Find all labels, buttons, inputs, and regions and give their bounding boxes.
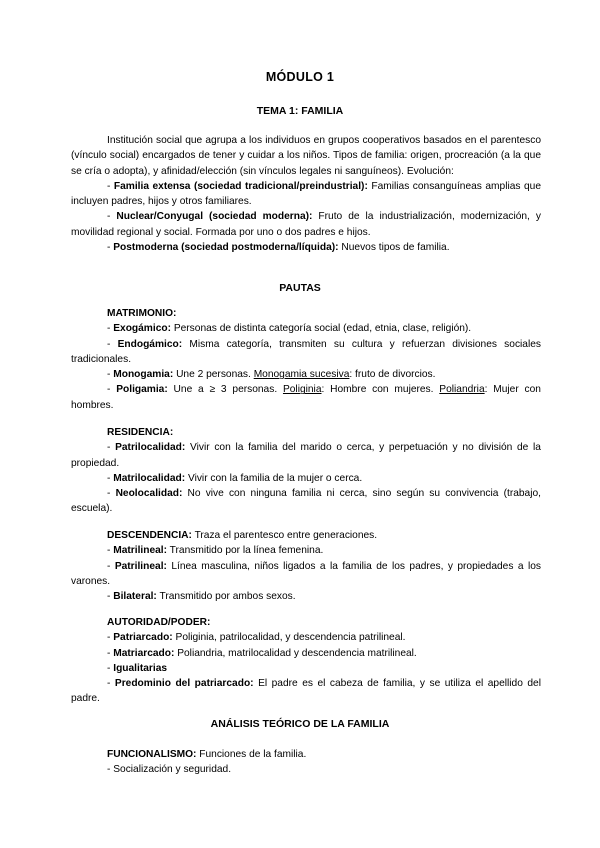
- list-item: - Predominio del patriarcado: El padre es el cabeza de familia, y se utiliza el apellido del padre.: [71, 678, 541, 705]
- list-item: - Exogámico: Personas de distinta categoría social (edad, etnia, clase, religión).: [107, 323, 472, 335]
- descendencia-section: [71, 528, 541, 604]
- matrimonio-section: [71, 306, 541, 413]
- subsection-heading: FUNCIONALISMO: Funciones de la familia.: [107, 749, 307, 760]
- list-item: - Igualitarias: [107, 662, 168, 674]
- list-item: - Monogamia: Une 2 personas. Monogamia sucesiva: fruto de divorcios.: [107, 369, 436, 381]
- residencia-section: [71, 425, 541, 517]
- section-heading-pautas: PAUTAS: [279, 282, 321, 294]
- subsection-heading: RESIDENCIA:: [107, 427, 174, 438]
- subsection-heading: AUTORIDAD/PODER:: [107, 617, 211, 628]
- list-item: - Socialización y seguridad.: [107, 764, 232, 776]
- list-item: - Patrilocalidad: Vivir con la familia del marido o cerca, y perpetuación y no división de la propiedad.: [71, 442, 541, 469]
- list-item: - Familia extensa (sociedad tradicional/preindustrial): Familias consanguíneas amplias que incluyen padres, hijos y otros familiares.: [71, 180, 541, 208]
- page-subtitle: TEMA 1: FAMILIA: [256, 105, 344, 117]
- list-item: - Matrilocalidad: Vivir con la familia de la mujer o cerca.: [107, 472, 363, 484]
- intro-paragraph: Institución social que agrupa a los individuos en grupos cooperativos basados en el parentesco (vínculo social) encargados de tener y cuidar a los niños. Tipos de familia: origen, procreación (a la que se cría o adopta), y afinidad/elección (sin vínculos legales ni sanguíneos). Evolución:: [71, 135, 541, 177]
- list-item: - Neolocalidad: No vive con ninguna familia ni cerca, sino según su convivencia (trabajo, escuela).: [71, 488, 541, 515]
- funcionalismo-section: [71, 747, 541, 778]
- list-item: - Matriarcado: Poliandria, matrilocalidad y descendencia matrilineal.: [107, 647, 417, 659]
- page-title: MÓDULO 1: [265, 70, 335, 84]
- intro-section: [71, 133, 541, 255]
- autoridad-section: [71, 615, 541, 707]
- list-item: - Bilateral: Transmitido por ambos sexos.: [107, 591, 296, 603]
- subsection-heading: DESCENDENCIA: Traza el parentesco entre generaciones.: [107, 530, 378, 541]
- list-item: - Patrilineal: Línea masculina, niños ligados a la familia de los padres, y propiedades a los varones.: [71, 560, 541, 587]
- list-item: - Nuclear/Conyugal (sociedad moderna): Fruto de la industrialización, modernización, y movilidad regional y social. Formada por uno o dos padres e hijos.: [71, 211, 541, 238]
- list-item: - Postmoderna (sociedad postmoderna/líquida): Nuevos tipos de familia.: [107, 242, 450, 254]
- list-item: - Poligamia: Une a ≥ 3 personas. Poliginia: Hombre con mujeres. Poliandria: Mujer con hombres.: [71, 384, 541, 411]
- list-item: - Matrilineal: Transmitido por la línea femenina.: [107, 545, 324, 557]
- list-item: - Patriarcado: Poliginia, patrilocalidad, y descendencia patrilineal.: [107, 632, 406, 644]
- section-heading-analisis: ANÁLISIS TEÓRICO DE LA FAMILIA: [210, 718, 390, 730]
- subsection-heading: MATRIMONIO:: [107, 308, 177, 319]
- list-item: - Endogámico: Misma categoría, transmiten su cultura y refuerzan divisiones sociales tradicionales.: [71, 338, 541, 365]
